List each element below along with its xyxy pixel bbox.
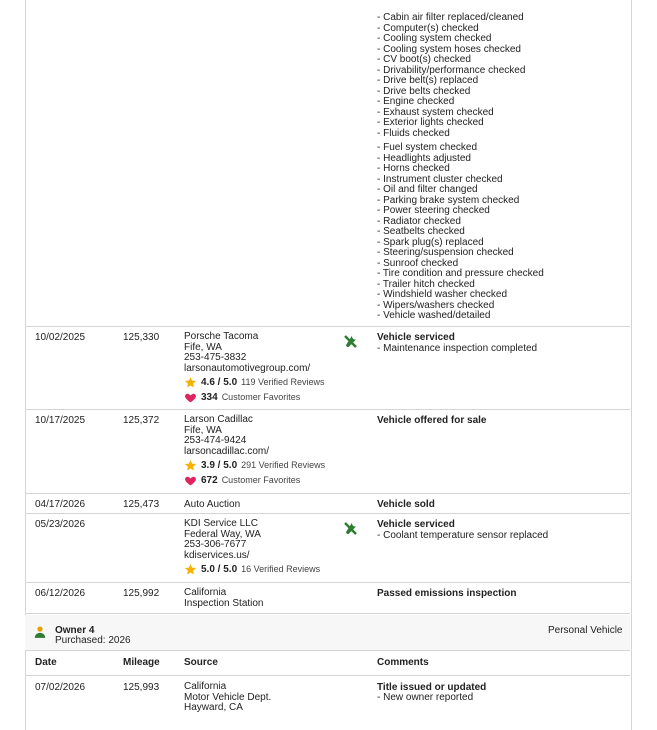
record-source: [184, 519, 261, 561]
rating-value: 3.9 / 5.0: [201, 459, 238, 471]
service-item: - Instrument cluster checked: [377, 173, 503, 185]
row-divider: [25, 650, 630, 651]
comment-title: Vehicle serviced: [377, 332, 455, 343]
record-source: [184, 682, 271, 714]
row-divider: [25, 493, 630, 494]
favorites-label: Customer Favorites: [221, 392, 301, 402]
service-item: - Computer(s) checked: [377, 22, 479, 34]
service-item: - Power steering checked: [377, 205, 490, 216]
rating-summary[interactable]: [184, 375, 325, 389]
owner-purchased: Purchased: 2026: [55, 635, 131, 646]
service-list-top-2: [377, 143, 544, 322]
source-website[interactable]: larsoncadillac.com/: [184, 445, 270, 457]
owner-vehicle-type: Personal Vehicle: [548, 625, 623, 636]
service-item: - Sunroof checked: [377, 257, 459, 269]
comment-line: - Coolant temperature sensor replaced: [377, 530, 549, 541]
row-divider: [25, 326, 630, 327]
heart-icon: [184, 474, 197, 487]
record-date: 06/12/2026: [35, 588, 86, 599]
favorites-label: Customer Favorites: [221, 475, 301, 485]
comment-line: - New owner reported: [377, 692, 474, 703]
favorites-summary[interactable]: [184, 390, 300, 404]
source-phone[interactable]: 253-474-9424: [184, 435, 247, 446]
favorites-summary[interactable]: [184, 473, 300, 487]
service-item: - Drive belt(s) replaced: [377, 75, 479, 86]
rating-summary[interactable]: [184, 458, 325, 472]
rating-summary[interactable]: [184, 562, 320, 576]
source-location: Fife, WA: [184, 424, 222, 436]
service-item: - Exhaust system checked: [377, 106, 494, 118]
column-header-comments: Comments: [377, 657, 429, 668]
service-item: - Horns checked: [377, 163, 450, 174]
record-source: [184, 415, 269, 457]
row-divider: [25, 582, 630, 583]
column-header-date: Date: [35, 657, 57, 668]
row-divider: [25, 409, 630, 410]
record-mileage: 125,330: [123, 332, 160, 343]
row-divider: [25, 613, 630, 614]
heart-icon: [184, 391, 197, 404]
service-item: - Fuel system checked: [377, 142, 478, 153]
person-icon: [33, 625, 47, 639]
comment-title: Vehicle serviced: [377, 519, 455, 530]
service-item: - Fluids checked: [377, 127, 450, 139]
service-item: - Parking brake system checked: [377, 194, 520, 206]
column-header-source: Source: [184, 657, 218, 668]
record-mileage: 125,473: [123, 499, 160, 510]
source-name[interactable]: KDI Service LLC: [184, 518, 258, 529]
comment-title: Title issued or updated: [377, 682, 487, 693]
source-name[interactable]: Larson Cadillac: [184, 414, 253, 425]
source-website[interactable]: kdiservices.us/: [184, 549, 250, 561]
source-website[interactable]: larsonautomotivegroup.com/: [184, 362, 311, 374]
owner-title: Owner 4: [55, 625, 95, 636]
service-item: - Cooling system checked: [377, 33, 492, 44]
comment-title: Vehicle sold: [377, 499, 435, 510]
column-header-mileage: Mileage: [123, 657, 160, 668]
service-item: - Radiator checked: [377, 215, 461, 227]
service-item: - Tire condition and pressure checked: [377, 268, 544, 279]
review-count: 119 Verified Reviews: [241, 377, 325, 387]
service-item: - Drive belts checked: [377, 85, 471, 97]
star-icon: [184, 459, 197, 472]
record-date: 07/02/2026: [35, 682, 86, 693]
row-divider: [25, 513, 630, 514]
service-item: - CV boot(s) checked: [377, 54, 471, 65]
service-list-top-1: [377, 13, 525, 139]
record-source: [184, 588, 264, 609]
service-item: - Headlights adjusted: [377, 152, 471, 164]
service-item: - Spark plug(s) replaced: [377, 236, 484, 248]
source-phone[interactable]: 253-475-3832: [184, 352, 247, 363]
source-name-line2: Motor Vehicle Dept.: [184, 691, 272, 703]
service-item: - Cabin air filter replaced/cleaned: [377, 12, 524, 23]
service-item: - Wipers/washers checked: [377, 299, 495, 311]
source-location: Inspection Station: [184, 597, 264, 609]
rating-value: 4.6 / 5.0: [201, 376, 238, 388]
favorites-count: 334: [201, 391, 218, 403]
service-item: - Drivability/performance checked: [377, 64, 526, 76]
record-date: 10/17/2025: [35, 415, 86, 426]
review-count: 16 Verified Reviews: [241, 564, 321, 574]
wrench-icon: [342, 333, 359, 350]
record-source: [184, 332, 310, 374]
wrench-icon: [342, 520, 359, 537]
record-date: 05/23/2026: [35, 519, 86, 530]
service-item: - Trailer hitch checked: [377, 278, 475, 290]
review-count: 291 Verified Reviews: [241, 460, 326, 470]
service-item: - Vehicle washed/detailed: [377, 310, 491, 321]
favorites-count: 672: [201, 474, 218, 486]
record-mileage: 125,372: [123, 415, 160, 426]
record-date: 10/02/2025: [35, 332, 86, 343]
service-item: - Cooling system hoses checked: [377, 43, 521, 55]
source-name: California: [184, 681, 227, 692]
star-icon: [184, 563, 197, 576]
service-item: - Oil and filter changed: [377, 184, 478, 195]
record-mileage: 125,992: [123, 588, 160, 599]
comment-line: - Maintenance inspection completed: [377, 343, 538, 354]
source-name: Auto Auction: [184, 499, 241, 510]
comment-title: Vehicle offered for sale: [377, 415, 487, 426]
service-item: - Windshield washer checked: [377, 289, 508, 300]
star-icon: [184, 376, 197, 389]
rating-value: 5.0 / 5.0: [201, 563, 238, 575]
source-name: California: [184, 587, 227, 598]
source-location: Fife, WA: [184, 341, 222, 353]
source-name[interactable]: Porsche Tacoma: [184, 331, 259, 342]
record-date: 04/17/2026: [35, 499, 86, 510]
service-item: - Seatbelts checked: [377, 226, 465, 237]
comment-title: Passed emissions inspection: [377, 588, 517, 599]
service-item: - Steering/suspension checked: [377, 247, 514, 258]
record-mileage: 125,993: [123, 682, 160, 693]
source-phone[interactable]: 253-306-7677: [184, 539, 247, 550]
row-divider: [25, 675, 630, 676]
service-item: - Exterior lights checked: [377, 117, 484, 128]
service-item: - Engine checked: [377, 96, 455, 107]
source-location: Hayward, CA: [184, 702, 243, 713]
source-location: Federal Way, WA: [184, 528, 261, 540]
